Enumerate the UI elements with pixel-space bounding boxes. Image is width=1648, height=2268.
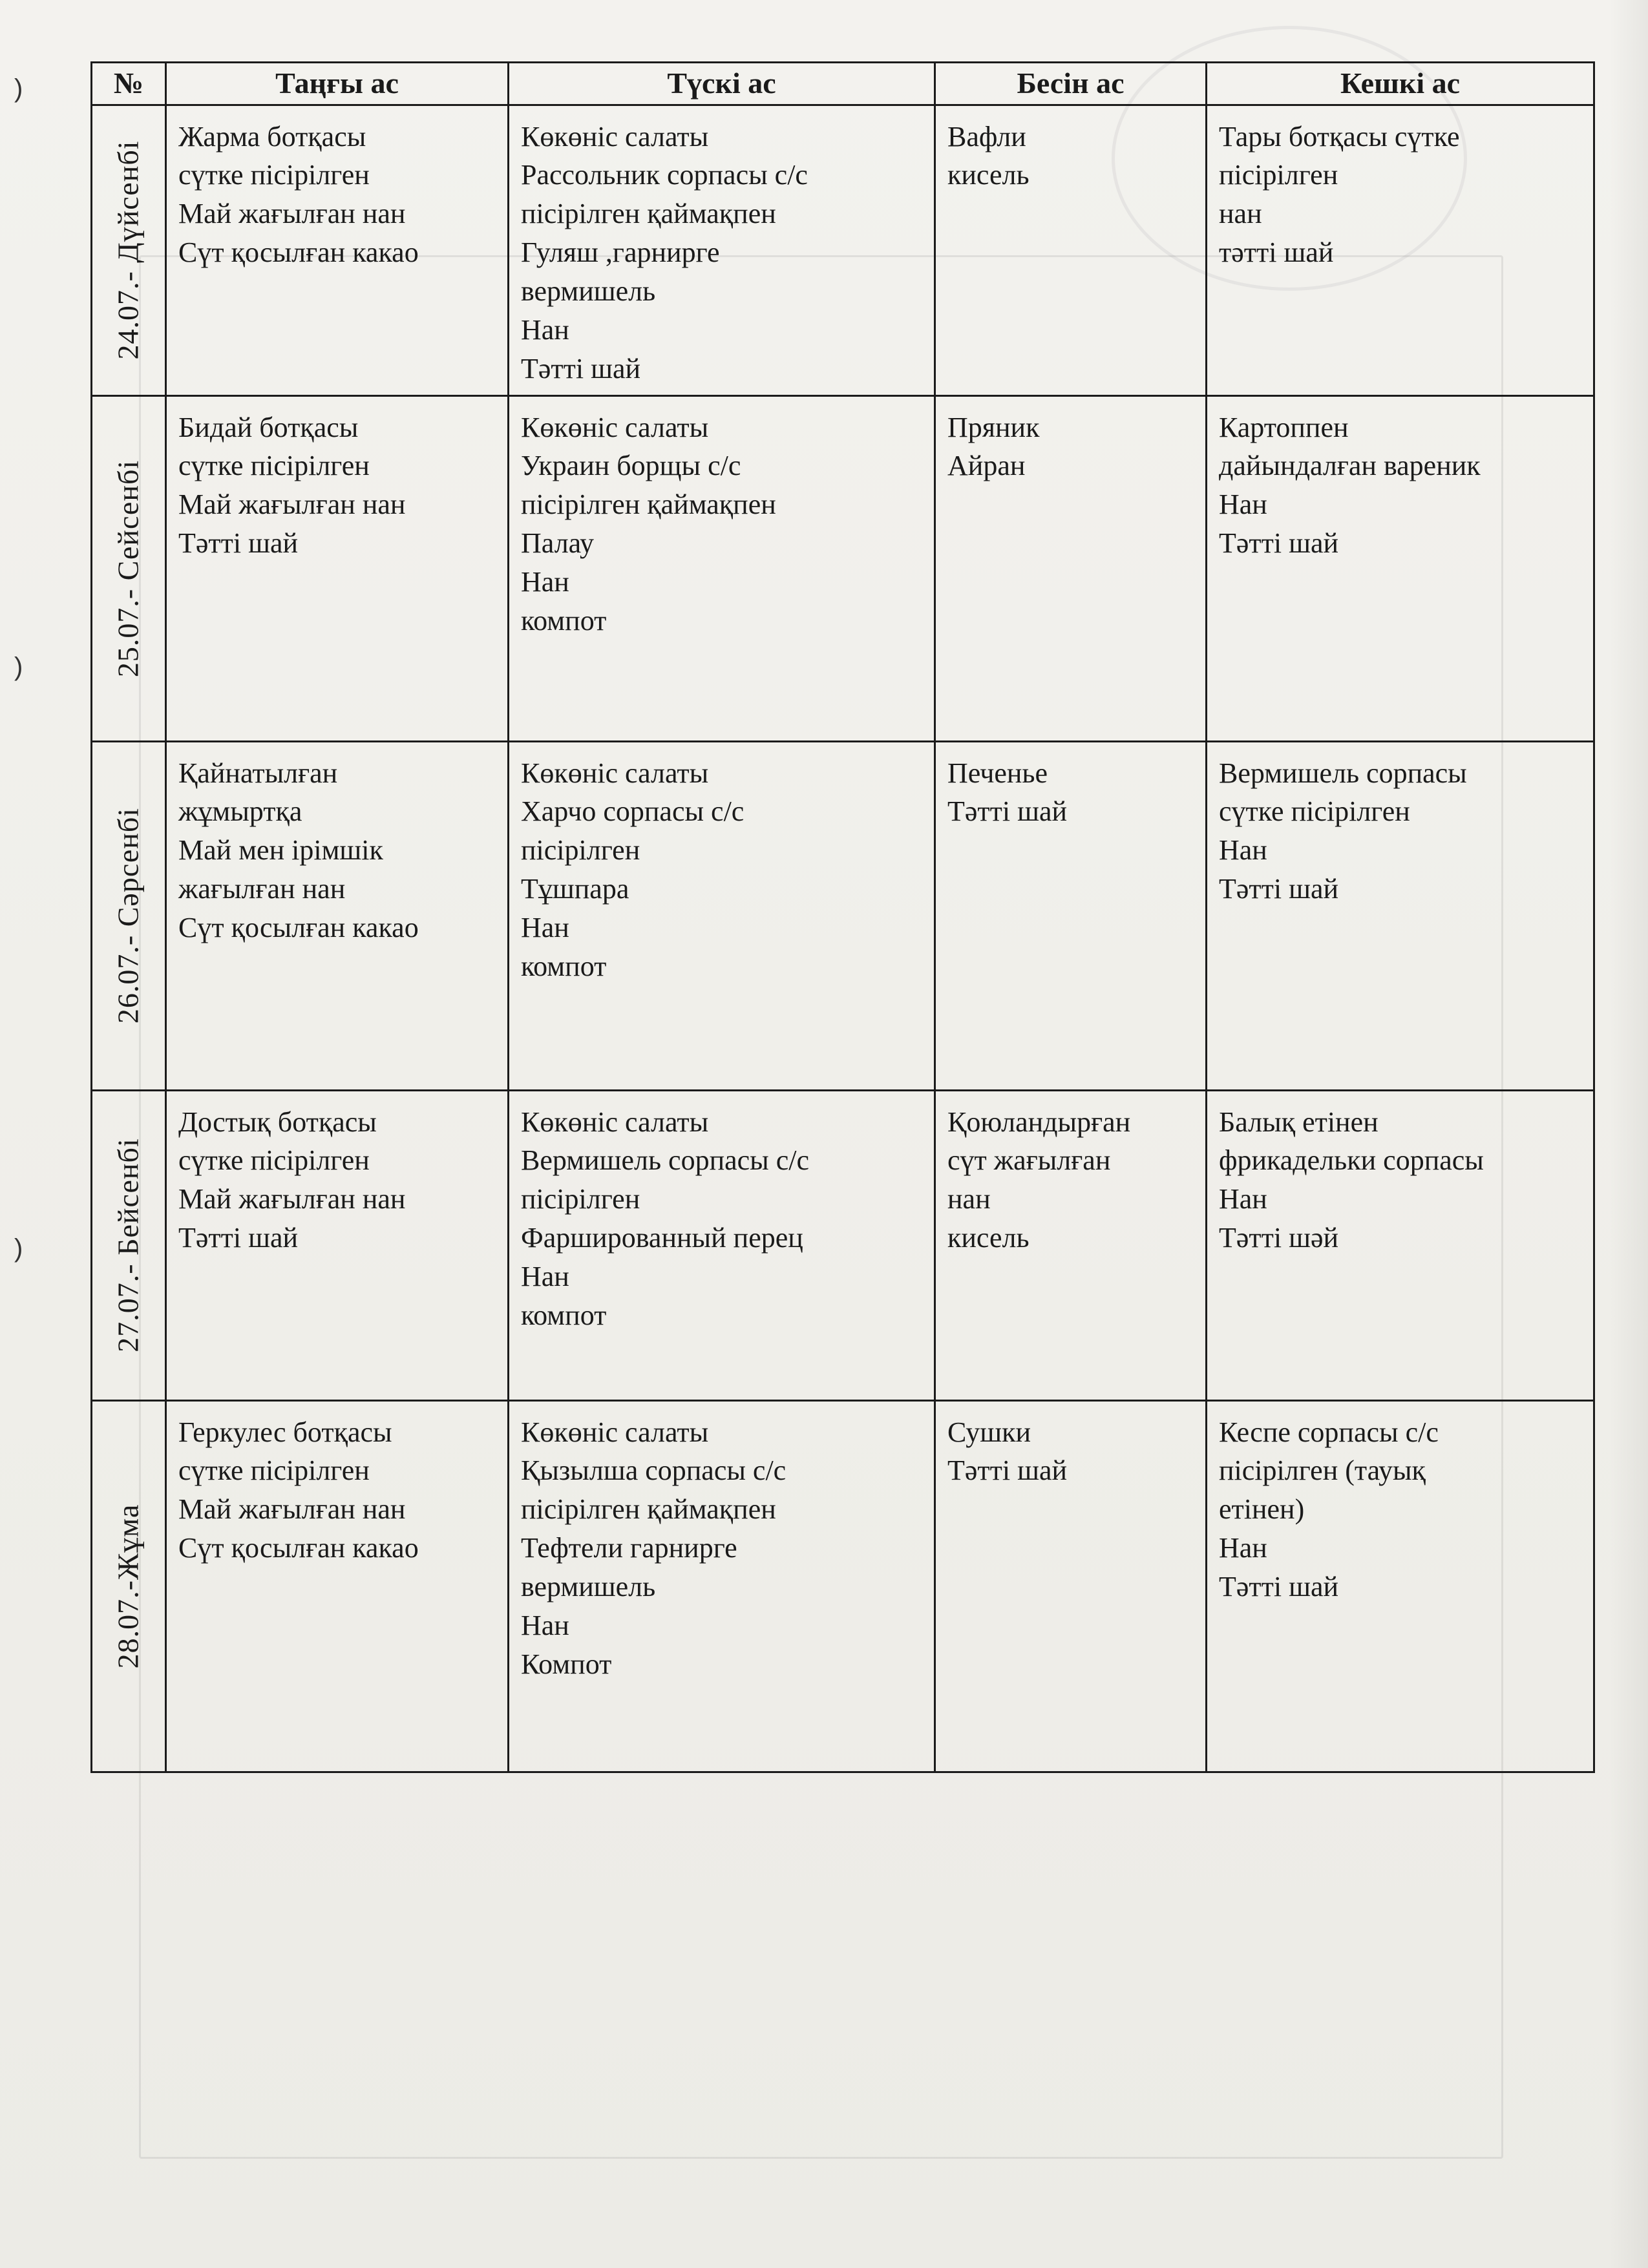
breakfast-item: Достық ботқасы [178, 1106, 377, 1138]
lunch-item: Вермишель сорпасы с/с [521, 1144, 810, 1177]
lunch-item: Нан [521, 313, 569, 346]
lunch-item: Украин борщы с/с [521, 450, 741, 482]
lunch-cell [509, 395, 935, 741]
lunch-cell [509, 1400, 935, 1772]
breakfast-item: Май жағылған нан [178, 1183, 406, 1215]
dinner-cell [1207, 105, 1594, 395]
snack-item: Пряник [947, 411, 1040, 443]
dinner-cell [1207, 741, 1594, 1090]
lunch-cell [509, 1090, 935, 1400]
dinner-item: Картоппен [1219, 411, 1349, 443]
dinner-cell [1207, 395, 1594, 741]
dinner-item: Нан [1219, 488, 1267, 521]
lunch-item: Көкөніс салаты [521, 120, 709, 152]
dinner-item: Тәтті шәй [1219, 1222, 1339, 1254]
day-cell [92, 395, 166, 741]
breakfast-item: Сүт қосылған какао [178, 1532, 419, 1564]
dinner-item: Балық етінен [1219, 1106, 1379, 1138]
breakfast-item: Сүт қосылған какао [178, 911, 419, 943]
breakfast-item: Сүт қосылған какао [178, 236, 419, 269]
dinner-cell [1207, 1400, 1594, 1772]
day-label: 24.07.- Дүйсенбі [111, 140, 145, 360]
lunch-item: Тефтели гарнирге [521, 1532, 737, 1564]
breakfast-item: Бидай ботқасы [178, 411, 359, 443]
lunch-item: Тұшпара [521, 873, 629, 905]
header-number: № [92, 63, 166, 105]
dinner-item: Нан [1219, 1532, 1267, 1564]
snack-cell [935, 395, 1207, 741]
lunch-item: пісірілген [521, 1183, 640, 1215]
dinner-cell [1207, 1090, 1594, 1400]
lunch-item: Көкөніс салаты [521, 411, 709, 443]
breakfast-item: сүтке пісірілген [178, 159, 370, 191]
breakfast-item: Май жағылған нан [178, 488, 406, 521]
breakfast-item: сүтке пісірілген [178, 1144, 370, 1177]
menu-body [92, 105, 1594, 1772]
punch-hole-mark-middle: ) [14, 653, 23, 681]
lunch-item: Тәтті шай [521, 352, 641, 384]
lunch-item: Компот [521, 1648, 612, 1680]
breakfast-cell [166, 741, 509, 1090]
breakfast-cell [166, 105, 509, 395]
day-label: 28.07.-Жұма [111, 1504, 145, 1668]
breakfast-item: Тәтті шай [178, 527, 299, 560]
breakfast-item: сүтке пісірілген [178, 1454, 370, 1487]
dinner-item: Тары ботқасы сүтке [1219, 120, 1460, 152]
breakfast-cell [166, 395, 509, 741]
lunch-item: компот [521, 1299, 607, 1331]
day-cell [92, 1400, 166, 1772]
breakfast-item: Жарма ботқасы [178, 120, 366, 152]
scan-edge-shadow [1609, 0, 1648, 2268]
dinner-item: пісірілген (тауық [1219, 1454, 1426, 1487]
dinner-item: нан [1219, 198, 1262, 230]
lunch-item: Рассольник сорпасы с/с [521, 159, 808, 191]
dinner-item: Нан [1219, 1183, 1267, 1215]
lunch-item: пісірілген қаймақпен [521, 1493, 776, 1526]
dinner-item: Тәтті шай [1219, 527, 1339, 560]
lunch-item: Фаршированный перец [521, 1222, 803, 1254]
breakfast-item: сүтке пісірілген [178, 450, 370, 482]
dinner-item: Тәтті шай [1219, 873, 1339, 905]
snack-item: Печенье [947, 757, 1048, 789]
breakfast-item: жұмыртқа [178, 795, 302, 828]
snack-item: Тәтті шай [947, 795, 1068, 828]
lunch-item: вермишель [521, 1570, 656, 1602]
snack-item: Сушки [947, 1416, 1031, 1448]
snack-item: Тәтті шай [947, 1454, 1068, 1487]
snack-item: кисель [947, 1222, 1030, 1254]
dinner-item: дайындалған вареник [1219, 450, 1481, 482]
lunch-item: пісірілген [521, 834, 640, 866]
header-snack: Бесін ас [935, 63, 1207, 105]
breakfast-item: Қайнатылған [178, 757, 338, 789]
lunch-item: вермишель [521, 275, 656, 307]
day-row [92, 1090, 1594, 1400]
snack-item: Қоюландырған [947, 1106, 1131, 1138]
dinner-item: фрикадельки сорпасы [1219, 1144, 1484, 1177]
day-label: 27.07.- Бейсенбі [111, 1138, 145, 1352]
lunch-item: Көкөніс салаты [521, 1106, 709, 1138]
day-cell [92, 1090, 166, 1400]
header-breakfast: Таңғы ас [166, 63, 509, 105]
day-row [92, 1400, 1594, 1772]
day-row [92, 395, 1594, 741]
header-dinner: Кешкі ас [1207, 63, 1594, 105]
lunch-item: Нан [521, 1260, 569, 1292]
dinner-item: пісірілген [1219, 159, 1338, 191]
breakfast-item: Май жағылған нан [178, 1493, 406, 1526]
dinner-item: тәтті шай [1219, 236, 1334, 269]
lunch-item: Харчо сорпасы с/с [521, 795, 745, 828]
punch-hole-mark-top: ) [14, 74, 23, 103]
dinner-item: Тәтті шай [1219, 1570, 1339, 1602]
dinner-item: етінен) [1219, 1493, 1305, 1526]
breakfast-cell [166, 1400, 509, 1772]
snack-cell [935, 1400, 1207, 1772]
day-label: 26.07.- Сәрсенбі [111, 807, 145, 1024]
lunch-cell [509, 105, 935, 395]
lunch-item: Гуляш ,гарнирге [521, 236, 720, 269]
snack-item: сүт жағылған [947, 1144, 1111, 1177]
lunch-item: компот [521, 604, 607, 636]
lunch-item: пісірілген қаймақпен [521, 488, 776, 521]
lunch-item: Көкөніс салаты [521, 757, 709, 789]
day-cell [92, 741, 166, 1090]
day-row [92, 105, 1594, 395]
header-lunch: Түскі ас [509, 63, 935, 105]
dinner-item: Кеспе сорпасы с/с [1219, 1416, 1439, 1448]
snack-item: кисель [947, 159, 1030, 191]
snack-cell [935, 105, 1207, 395]
breakfast-item: Май мен ірімшік [178, 834, 383, 866]
day-cell [92, 105, 166, 395]
breakfast-item: Тәтті шай [178, 1222, 299, 1254]
lunch-item: пісірілген қаймақпен [521, 198, 776, 230]
snack-cell [935, 1090, 1207, 1400]
lunch-item: Нан [521, 911, 569, 943]
breakfast-item: жағылған нан [178, 873, 346, 905]
snack-item: Айран [947, 450, 1026, 482]
snack-cell [935, 741, 1207, 1090]
breakfast-item: Май жағылған нан [178, 198, 406, 230]
lunch-item: Көкөніс салаты [521, 1416, 709, 1448]
header-row [92, 63, 1594, 105]
dinner-item: Нан [1219, 834, 1267, 866]
lunch-item: компот [521, 950, 607, 982]
weekly-menu-table [90, 61, 1595, 1773]
day-label: 25.07.- Сейсенбі [111, 459, 145, 677]
snack-item: нан [947, 1183, 991, 1215]
day-row [92, 741, 1594, 1090]
dinner-item: Вермишель сорпасы [1219, 757, 1467, 789]
punch-hole-mark-bottom: ) [14, 1234, 23, 1263]
lunch-item: Нан [521, 565, 569, 598]
breakfast-item: Геркулес ботқасы [178, 1416, 392, 1448]
snack-item: Вафли [947, 120, 1026, 152]
dinner-item: сүтке пісірілген [1219, 795, 1410, 828]
breakfast-cell [166, 1090, 509, 1400]
lunch-item: Палау [521, 527, 594, 560]
lunch-item: Нан [521, 1609, 569, 1641]
lunch-item: Қызылша сорпасы с/с [521, 1454, 787, 1487]
lunch-cell [509, 741, 935, 1090]
